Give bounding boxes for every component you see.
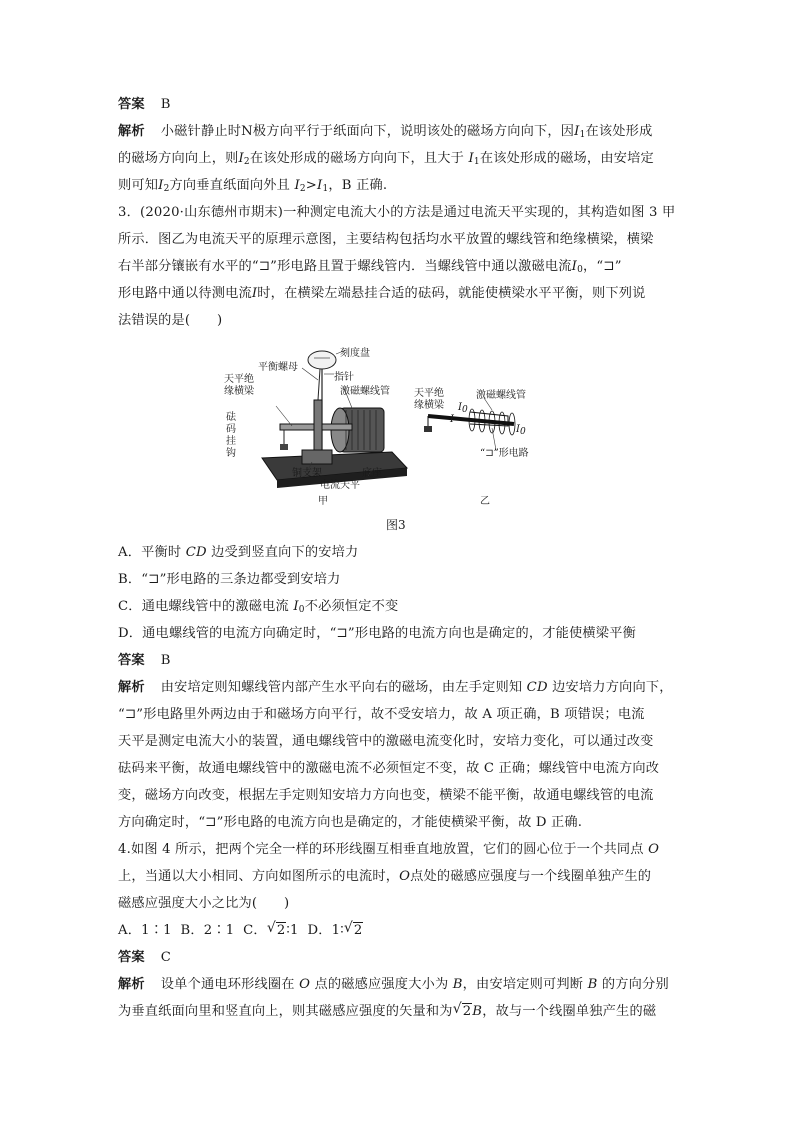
text: 小磁针静止时N极方向平行于纸面向下，说明该处的磁场方向向下，因 (160, 124, 575, 139)
q2-analysis-line-2 (118, 150, 678, 168)
q3-analysis-2: “⊐”形电路里外两边由于和磁场方向平行，故不受安培力，故 A 项正确，B 项错误；电流 (118, 707, 645, 722)
label-yi: 乙 (480, 496, 490, 507)
radicand: 2 (353, 923, 363, 938)
label-solenoid: 激磁螺线管 (476, 390, 526, 401)
option-b: B．2∶1 (180, 923, 235, 938)
text: 点的磁感应强度大小为 (314, 977, 449, 992)
sqrt-2-c (267, 922, 287, 940)
var: O (399, 869, 411, 884)
label-current-balance: 电流天平 (320, 480, 360, 491)
text: 为垂直纸面向里和竖直向上，则其磁感应强度的矢量和为 (118, 1004, 453, 1019)
sub: 2 (243, 157, 250, 167)
q3-option-a (118, 544, 678, 562)
analysis-label: 解析 (118, 124, 145, 139)
label-I: I (450, 414, 454, 425)
text: 的方向分别 (601, 977, 669, 992)
label-dial: 刻度盘 (340, 348, 370, 359)
sqrt-sign: √ (343, 920, 353, 936)
q3-analysis-6: 方向确定时，“⊐”形电路的电流方向也是确定的，才能使横梁平衡，故 D 正确. (118, 815, 583, 830)
var: B (587, 977, 598, 992)
letter: C． (118, 599, 142, 614)
q4-options (118, 922, 678, 940)
var: B (452, 977, 463, 992)
text: ，由安培定则可判断 (462, 977, 584, 992)
option-d: D．1∶ (307, 923, 344, 938)
text: 4.如图 4 所示，把两个完全一样的环形线圈互相垂直地放置，它们的圆心位于一个共同点 (118, 842, 644, 857)
var: CD (185, 545, 207, 560)
letter: D． (118, 626, 143, 641)
q3-analysis-5: 变，磁场方向改变，根据左手定则知安培力方向也变，横梁不能平衡，故通电螺线管的电流 (118, 788, 654, 803)
figure-3-left-apparatus (222, 340, 412, 510)
answer-value: C (160, 950, 172, 965)
sqrt-sign: √ (452, 1001, 462, 1017)
var: I (571, 259, 578, 274)
text: 右半部分镶嵌有水平的“⊐”形电路且置于螺线管内．当螺线管中通以激磁电流 (118, 259, 572, 274)
q2-analysis-line-1 (118, 123, 678, 141)
label-beam-1: 天平绝 (414, 388, 444, 399)
sub: 0 (519, 427, 526, 437)
q3-analysis-1 (118, 679, 678, 697)
label-solenoid: 激磁螺线管 (340, 386, 390, 397)
sqrt-2-b (453, 1003, 473, 1021)
sub: 2 (299, 184, 306, 194)
sub: 1 (579, 130, 586, 140)
var: I (574, 124, 580, 139)
text: 不必须恒定不变 (304, 599, 399, 614)
radicand: 2 (462, 1004, 472, 1019)
sub: 1 (322, 184, 329, 194)
text: 上，当通以大小相同、方向如图所示的电流时， (118, 869, 400, 884)
q4-analysis-1 (118, 976, 678, 994)
label-pointer: 指针 (334, 372, 354, 383)
label-beam-2: 缘横梁 (224, 386, 254, 397)
text: 则可知 (118, 178, 159, 193)
text: 边安培力方向向下， (552, 680, 673, 695)
text: 通电螺线管中的激磁电流 (141, 599, 294, 614)
var: CD (526, 680, 548, 695)
text: 点处的磁感应强度与一个线圈单独产生的 (410, 869, 652, 884)
answer-label: 答案 (118, 950, 145, 965)
q3-analysis-4: 砝码来平衡，故通电螺线管中的激磁电流不必须恒定不变，故 C 正确；螺线管中电流方向改 (118, 761, 660, 776)
label-weight-2: 码 (226, 424, 236, 435)
label-beam-1: 天平绝 (224, 374, 254, 385)
sqrt-sign: √ (266, 920, 276, 936)
q3-answer-line (118, 652, 678, 670)
q3-analysis-3: 天平是测定电流大小的装置，通电螺线管中的激磁电流变化时，安培力变化，可以通过改变 (118, 734, 654, 749)
current-balance-drawing (222, 340, 412, 510)
q3-stem-4 (118, 285, 678, 303)
var: I (458, 402, 462, 413)
var: I (251, 286, 258, 301)
text: 时，在横梁左端悬挂合适的砝码，就能使横梁水平平衡，则下列说 (257, 286, 646, 301)
text: ，故与一个线圈单独产生的磁 (482, 1004, 657, 1019)
text: ∶1 (286, 923, 299, 938)
q3-option-b (118, 571, 678, 589)
text: ，“⊐” (583, 259, 622, 274)
var: I (317, 178, 323, 193)
label-jia: 甲 (318, 496, 328, 507)
q2-answer-line (118, 96, 678, 114)
radicand: 2 (276, 923, 286, 938)
label-beam-2: 缘横梁 (414, 400, 444, 411)
var: I (293, 599, 299, 614)
var: I (516, 424, 520, 435)
label-nut: 平衡螺母 (258, 362, 298, 373)
figure-3-right-schematic (412, 380, 552, 510)
q3-stem-5: 法错误的是( ) (118, 313, 223, 328)
text: ，B 正确. (328, 178, 388, 193)
label-weight-4: 钩 (226, 448, 236, 459)
label-base: 底座 (362, 468, 382, 479)
q3-stem-2: 所示．图乙为电流天平的原理示意图，主要结构包括均水平放置的螺线管和绝缘横梁，横梁 (118, 232, 654, 247)
option-a: A．1∶1 (118, 923, 172, 938)
sub: 2 (163, 184, 170, 194)
label-weight-3: 挂 (226, 436, 236, 447)
var: B (472, 1004, 483, 1019)
text: 由安培定则知螺线管内部产生水平向右的磁场，由左手定则知 (160, 680, 523, 695)
sub: 0 (577, 265, 583, 275)
letter: A． (118, 545, 142, 560)
sub: 0 (298, 605, 305, 615)
label-I0-right (516, 424, 526, 435)
var: I (158, 178, 164, 193)
text: 方向垂直纸面向外且 (169, 178, 291, 193)
q4-stem-2 (118, 868, 678, 886)
var: O (299, 977, 311, 992)
q3-option-c (118, 598, 678, 616)
label-copper-support: 铜支架 (292, 468, 322, 479)
q4-stem-3: 磁感应强度大小之比为( ) (118, 896, 290, 911)
var: O (648, 842, 660, 857)
answer-label: 答案 (118, 97, 145, 112)
answer-value: B (160, 97, 171, 112)
analysis-label: 解析 (118, 977, 145, 992)
sub: 0 (461, 405, 468, 415)
var: I (468, 151, 474, 166)
answer-label: 答案 (118, 653, 145, 668)
text: 在该处形成的磁场，由安培定 (479, 151, 654, 166)
text: 设单个通电环形线圈在 (160, 977, 295, 992)
text: 边受到竖直向下的安培力 (206, 545, 359, 560)
text: 形电路中通以待测电流 (118, 286, 252, 301)
q3-stem-3 (118, 258, 678, 276)
text: 平衡时 (141, 545, 186, 560)
q4-analysis-2 (118, 1003, 678, 1021)
letter: B． (118, 572, 142, 587)
text: 通电螺线管的电流方向确定时，“⊐”形电路的电流方向也是确定的，才能使横梁平衡 (142, 626, 636, 641)
sqrt-2-d (344, 922, 364, 940)
gt: > (305, 178, 318, 193)
label-I0-top (458, 402, 468, 413)
label-circuit: “⊐”形电路 (480, 448, 529, 459)
figure-caption: 图3 (386, 518, 406, 532)
q4-stem-1 (118, 841, 678, 859)
text: 在该处形成 (585, 124, 653, 139)
sub: 1 (473, 157, 480, 167)
var: I (238, 151, 244, 166)
label-weight-1: 砝 (226, 412, 236, 423)
q2-analysis-line-3 (118, 177, 678, 195)
text: “⊐”形电路的三条边都受到安培力 (141, 572, 341, 587)
q4-answer-line (118, 949, 678, 967)
text: 的磁场方向向上，则 (118, 151, 239, 166)
answer-value: B (160, 653, 171, 668)
var: I (294, 178, 300, 193)
analysis-label: 解析 (118, 680, 145, 695)
q3-stem-1: 3．(2020·山东德州市期末)一种测定电流大小的方法是通过电流天平实现的，其构造如图 3 甲 (118, 205, 676, 220)
text: 在该处形成的磁场方向向下，且大于 (249, 151, 465, 166)
q3-option-d (118, 625, 678, 643)
option-c: C． (243, 923, 267, 938)
